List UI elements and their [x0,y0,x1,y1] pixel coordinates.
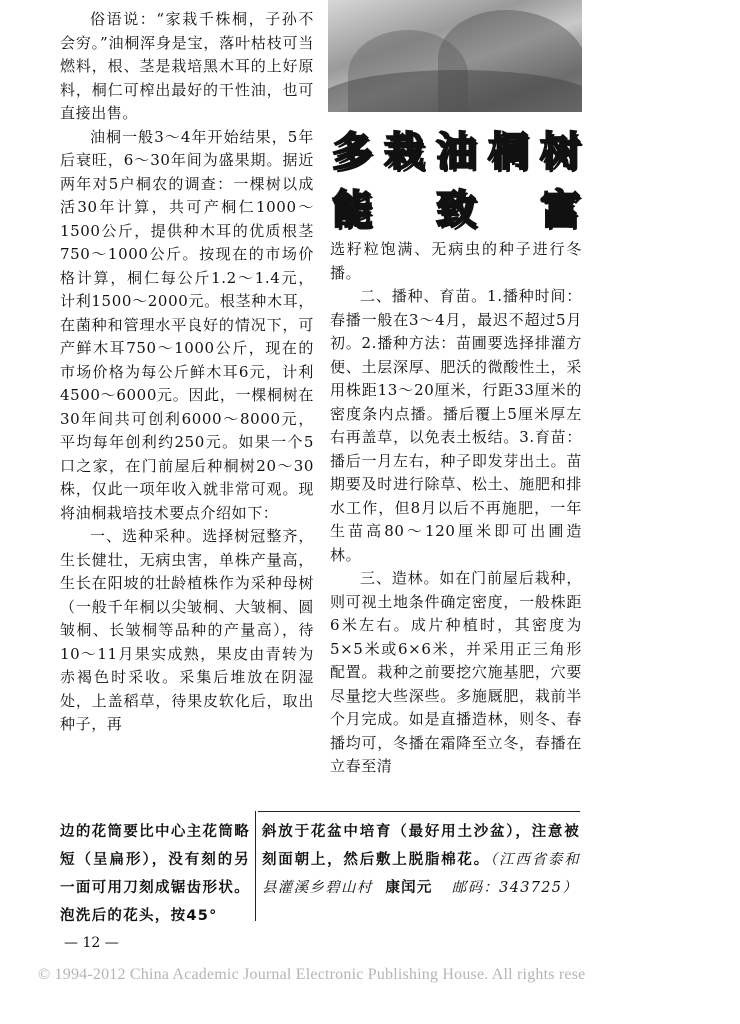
paragraph-seed-selection: 一、选种采种。选择树冠整齐，生长健壮，无病虫害，单株产量高，生长在阳坡的壮龄植株作为采种母树（一般千年桐以尖皱桐、大皱桐、圆皱桐、长皱桐等品种的产量高），待10～11月果实成熟，果皮由青转为赤褐色时采收。采集后堆放在阴湿处，上盖稻草，待果皮软化后，取出种子，再 [60,527,314,733]
author-name: 康闰元 [385,880,433,896]
title-char: 油 [436,129,476,175]
title-char: 树 [540,129,580,175]
title-char: 致 [436,187,476,233]
paragraph-intro: 俗语说：“家栽千株桐，子孙不会穷。”油桐浑身是宝，落叶枯枝可当燃料，根、茎是栽培黑木耳的上好原料，桐仁可榨出最好的干性油，也可直接出售。 [60,10,314,122]
divider-horizontal [258,811,580,812]
bottom-left-text: 边的花筒要比中心主花筒略短（呈扁形），没有刻的另一面可用刀刻成锯齿形状。泡洗后的花头，按45° [60,824,250,924]
bottom-article-right [262,818,580,902]
title-char: 多 [332,129,372,175]
article-left-column [60,8,314,737]
title-char: 能 [332,187,372,233]
page-number: — 12 — [64,935,119,951]
article-title-line-1 [332,124,580,180]
title-char: 富 [540,187,580,233]
copyright-watermark: © 1994-2012 China Academic Journal Electronic Publishing House. All rights rese [38,966,586,983]
article-title-line-2 [332,182,580,238]
title-char: 栽 [384,129,424,175]
bottom-right-text: 斜放于花盆中培育（最好用土沙盆），注意被刻面朝上，然后敷上脱脂棉花。 [262,824,580,868]
paragraph-sowing: 二、播种、育苗。1.播种时间：春播一般在3～4月，最迟不超过5月初。2.播种方法：苗圃要选择排灌方便、土层深厚、肥沃的微酸性土，采用株距13～20厘米，行距33厘米的密度条内点播。播后覆上5厘米厚左右再盖草，以免表土板结。3.育苗：播后一月左右，种子即发芽出土。苗期要及时进行除草、松土、施肥和排水工作，但8月以后不再施肥，一年生苗高80～120厘米即可出圃造林。 [330,287,582,564]
header-photo [328,0,582,112]
paragraph-continuation: 选籽粒饱满、无病虫的种子进行冬播。 [330,240,582,282]
bottom-article-left [60,818,250,930]
title-char: 桐 [488,129,528,175]
author-address: （江西省泰和县灌溪乡碧山村 [262,852,580,896]
postcode: 邮码：343725） [451,880,579,896]
divider-vertical [255,811,256,921]
paragraph-economics: 油桐一般3～4年开始结果，5年后衰旺，6～30年间为盛果期。据近两年对5户桐农的调查：一棵树以成活30年计算，共可产桐仁1000～1500公斤，提供种木耳的优质根茎750～1000公斤。按现在的市场价格计算，桐仁每公斤1.2～1.4元，计利1500～2000元。根茎种木耳，在菌种和管理水平良好的情况下，可产鲜木耳750～1000公斤，现在的市场价格为每公斤鲜木耳6元，计利4500～6000元。因此，一棵桐树在30年间共可创利6000～8000元，平均每年创利约250元。如果一个5口之家，在门前屋后种桐树20～30株，仅此一项年收入就非常可观。现将油桐栽培技术要点介绍如下： [60,127,314,522]
article-right-column [330,238,582,779]
paragraph-afforestation: 三、造林。如在门前屋后栽种，则可视土地条件确定密度，一般株距6米左右。成片种植时，其密度为5×5米或6×6米，并采用正三角形配置。栽种之前要挖穴施基肥，穴要尽量挖大些深些。多施厩肥，栽前半个月完成。如是直播造林，则冬、春播均可，冬播在霜降至立冬，春播在立春至清 [330,569,582,775]
